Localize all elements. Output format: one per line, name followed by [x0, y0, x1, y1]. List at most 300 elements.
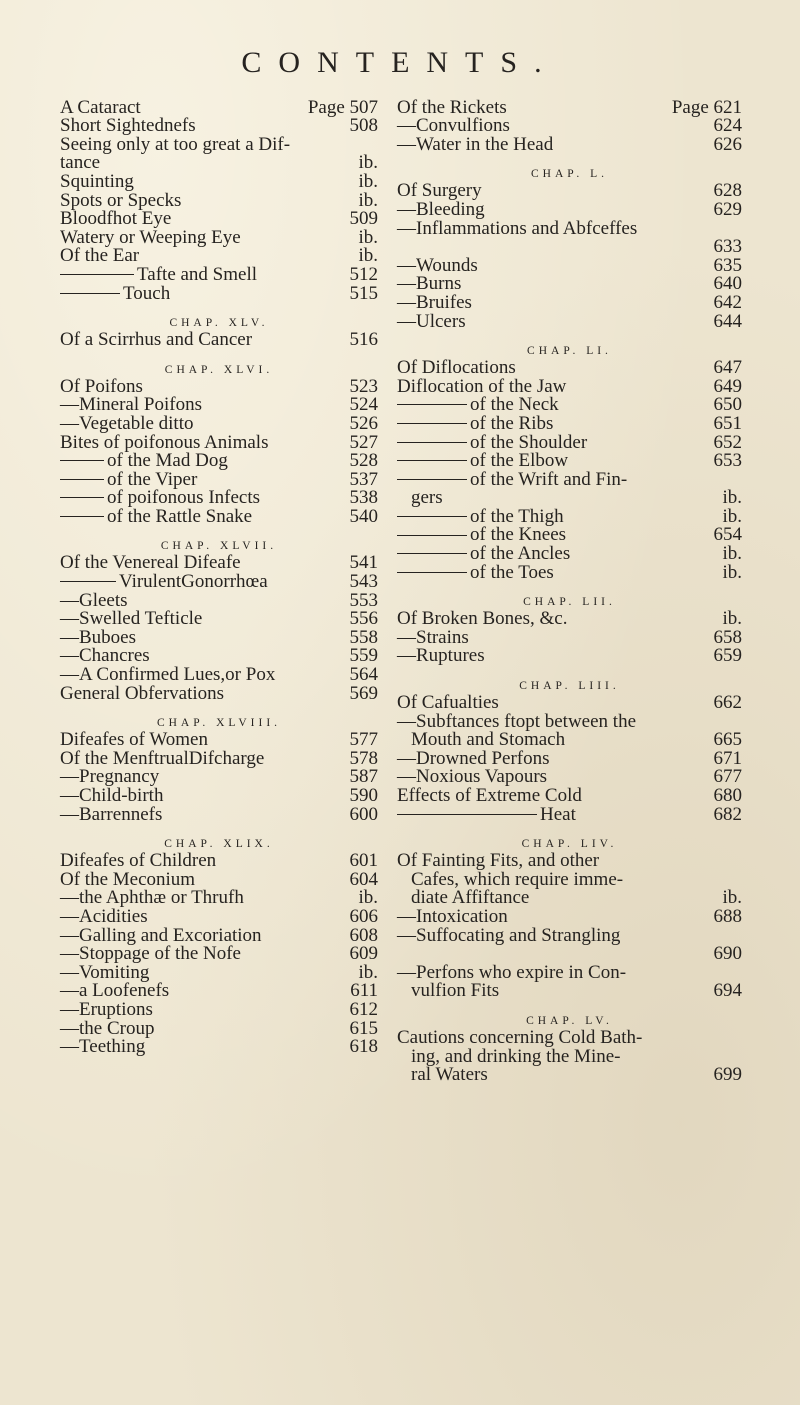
contents-entry — [60, 377, 378, 396]
entry-title — [397, 274, 461, 293]
contents-entry — [60, 433, 378, 452]
entry-title — [60, 749, 264, 768]
entry-page-number: 628 — [713, 180, 742, 202]
entry-page-number: 659 — [713, 645, 742, 667]
entry-title — [397, 433, 587, 452]
entry-page-number: 508 — [349, 115, 378, 137]
contents-entry — [397, 768, 742, 787]
entry-text: —Suffocating and Strangling — [397, 924, 621, 946]
entry-title — [60, 488, 260, 507]
entry-text: Of Broken Bones, &c. — [397, 608, 568, 630]
contents-entry — [397, 452, 742, 471]
entry-title — [397, 525, 566, 544]
chapter-label: CHAP. LI. — [527, 345, 612, 358]
contents-entry — [397, 182, 742, 201]
chapter-label: CHAP. XLVII. — [160, 540, 278, 553]
entry-page-number: 688 — [713, 905, 742, 927]
contents-entry — [397, 238, 742, 257]
entry-title — [60, 470, 197, 489]
contents-entry — [60, 572, 378, 591]
contents-entry — [60, 731, 378, 750]
ditto-rule — [397, 572, 467, 573]
entry-title — [397, 414, 553, 433]
entry-title — [60, 870, 195, 889]
contents-entry — [397, 693, 742, 712]
entry-page-number: 615 — [349, 1017, 378, 1039]
entry-title — [60, 1019, 154, 1038]
contents-entry — [397, 256, 742, 275]
entry-page-number: 624 — [713, 115, 742, 137]
chapter-label: CHAP. XLIX. — [164, 838, 274, 851]
contents-entry — [60, 610, 378, 629]
entry-page-number: 671 — [713, 747, 742, 769]
entry-title — [60, 284, 170, 303]
entry-title — [397, 377, 566, 396]
entry-title — [397, 805, 576, 824]
contents-entry — [60, 210, 378, 229]
contents-entry — [60, 870, 378, 889]
contents-entry — [60, 554, 378, 573]
contents-entry — [397, 359, 742, 378]
contents-entry — [397, 433, 742, 452]
contents-entry — [397, 219, 742, 238]
entry-title — [397, 786, 582, 805]
entry-text: —Gleets — [60, 589, 128, 611]
entry-text: Cafes, which require imme- — [411, 868, 624, 890]
contents-entry — [60, 665, 378, 684]
entry-title — [60, 265, 257, 284]
entry-title — [60, 1000, 153, 1019]
entry-title — [60, 944, 241, 963]
entry-page-number: ib. — [358, 152, 378, 174]
entry-page-number: 526 — [349, 412, 378, 434]
entry-text: —A Confirmed Lues,or Pox — [60, 664, 276, 686]
entry-text: —Burns — [397, 273, 462, 295]
entry-text: diate Affiftance — [411, 887, 530, 909]
entry-text: —Vomiting — [60, 961, 150, 983]
contents-entry — [397, 963, 742, 982]
entry-page-number: 523 — [349, 375, 378, 397]
ditto-rule — [397, 404, 467, 405]
entry-page-number: 651 — [713, 412, 742, 434]
entry-title — [60, 135, 290, 154]
entry-page-number: 608 — [349, 924, 378, 946]
entry-text: tance — [60, 152, 101, 174]
entry-text: —Inflammations and Abfceffes — [397, 217, 638, 239]
ditto-rule — [60, 274, 134, 275]
entry-title — [397, 981, 499, 1000]
contents-entry — [397, 135, 742, 154]
contents-entry — [397, 470, 742, 489]
entry-title — [397, 1047, 621, 1066]
contents-entry — [397, 526, 742, 545]
entry-text: of the Rattle Snake — [107, 505, 253, 527]
entry-title — [397, 712, 636, 731]
contents-entry — [397, 926, 742, 945]
entry-title — [397, 256, 478, 275]
entry-title — [60, 805, 162, 824]
entry-title — [60, 786, 163, 805]
entry-page-number: 558 — [349, 626, 378, 648]
entry-title — [60, 116, 196, 135]
entry-title — [60, 1037, 145, 1056]
contents-entry — [397, 293, 742, 312]
contents-entry — [397, 544, 742, 563]
entry-title — [60, 684, 224, 703]
entry-text: —Bleeding — [397, 198, 485, 220]
contents-entry — [397, 805, 742, 824]
entry-text: Effects of Extreme Cold — [397, 785, 582, 806]
entry-title — [60, 414, 194, 433]
entry-page-number: 682 — [713, 803, 742, 825]
entry-page-number: 559 — [349, 645, 378, 667]
entry-page-number: ib. — [358, 170, 378, 192]
entry-text: ral Waters — [411, 1064, 488, 1086]
contents-entry — [397, 489, 742, 508]
chapter-label: CHAP. L. — [530, 168, 609, 181]
entry-page-number: 515 — [349, 282, 378, 304]
entry-title — [60, 377, 143, 396]
entry-text: —Buboes — [60, 626, 136, 648]
entry-page-number: 662 — [713, 692, 742, 714]
contents-entry — [397, 414, 742, 433]
entry-text: —Drowned Perfons — [397, 747, 550, 769]
entry-page-number: 606 — [349, 905, 378, 927]
entry-text: —Galling and Excoriation — [60, 924, 262, 946]
entry-page-number: 665 — [713, 729, 742, 751]
contents-entry — [397, 628, 742, 647]
entry-text: —Intoxication — [397, 905, 508, 927]
entry-text: General Obfervations — [60, 682, 225, 704]
chapter-label: CHAP. XLVI. — [164, 363, 274, 376]
entry-title — [60, 591, 128, 610]
entry-text: Of the Meconium — [60, 868, 196, 890]
entry-title — [397, 116, 510, 135]
chapter-heading — [60, 824, 378, 852]
contents-entry — [60, 963, 378, 982]
entry-text: Mouth and Stomach — [411, 729, 566, 751]
entry-text: Short Sightednefs — [60, 115, 196, 137]
entry-title — [397, 358, 516, 377]
entry-text: Difeafes of Children — [60, 850, 217, 872]
entry-page-number: 618 — [349, 1036, 378, 1058]
entry-page-number: 543 — [349, 571, 378, 593]
contents-entry — [60, 452, 378, 471]
entry-text: —Noxious Vapours — [397, 766, 548, 788]
entry-page-number: 564 — [349, 664, 378, 686]
entry-title — [397, 563, 554, 582]
entry-title — [397, 609, 567, 628]
entry-text: —Pregnancy — [60, 766, 160, 788]
entry-page-number: ib. — [722, 487, 742, 509]
entry-title — [60, 191, 181, 210]
entry-page-number: 578 — [349, 747, 378, 769]
entry-text: —Chancres — [60, 645, 150, 667]
entry-text: of the Neck — [470, 394, 559, 416]
entry-page-number: 537 — [349, 468, 378, 490]
entry-title — [60, 98, 141, 117]
entry-page-number: 556 — [349, 608, 378, 630]
contents-column-right — [397, 98, 742, 1084]
entry-page-number: 633 — [713, 236, 742, 258]
entry-text: of the Knees — [470, 524, 567, 546]
entry-page-number: 577 — [349, 729, 378, 751]
entry-title — [397, 870, 623, 889]
entry-text: —Subftances ftopt between the — [397, 710, 637, 732]
entry-title — [397, 470, 627, 489]
entry-text: Of Surgery — [397, 180, 482, 202]
entry-title — [397, 907, 508, 926]
entry-page-number: 677 — [713, 766, 742, 788]
entry-page-number: ib. — [722, 887, 742, 909]
entry-page-number: 527 — [349, 431, 378, 453]
entry-text: —Child-birth — [60, 785, 164, 806]
contents-entry — [60, 628, 378, 647]
chapter-label: CHAP. LIII. — [519, 679, 620, 692]
entry-page-number: 541 — [349, 552, 378, 574]
entry-page-number: 650 — [713, 394, 742, 416]
chapter-heading — [60, 303, 378, 331]
entry-title — [60, 767, 159, 786]
contents-entry — [397, 98, 742, 117]
entry-title — [60, 907, 148, 926]
entry-text: ing, and drinking the Mine- — [411, 1045, 621, 1067]
entry-page-number: Page 621 — [671, 96, 742, 118]
entry-page-number: 635 — [713, 254, 742, 276]
contents-column-left — [60, 98, 378, 1056]
entry-text: of the Viper — [107, 468, 198, 490]
entry-text: Spots or Specks — [60, 189, 182, 211]
contents-entry — [397, 731, 742, 750]
contents-entry — [60, 507, 378, 526]
entry-title — [60, 246, 139, 265]
contents-entry — [397, 507, 742, 526]
entry-text: —Vegetable ditto — [60, 412, 194, 434]
entry-text: Of a Scirrhus and Cancer — [60, 329, 253, 351]
entry-page-number: 652 — [713, 431, 742, 453]
entry-page-number: 540 — [349, 505, 378, 527]
entry-text: gers — [411, 487, 443, 509]
contents-entry — [60, 907, 378, 926]
entry-title — [397, 200, 485, 219]
entry-title — [60, 553, 241, 572]
ditto-rule — [397, 423, 467, 424]
contents-entry — [60, 228, 378, 247]
entry-text: —Barrennefs — [60, 803, 163, 825]
entry-title — [60, 851, 216, 870]
entry-text: —Wounds — [397, 254, 478, 276]
contents-entry — [60, 852, 378, 871]
entry-text: of the Elbow — [470, 450, 569, 472]
entry-text: Of the MenftrualDifcharge — [60, 747, 265, 769]
entry-text: of the Thigh — [470, 505, 564, 527]
entry-text: Of the Ear — [60, 245, 140, 267]
ditto-rule — [397, 460, 467, 461]
entry-title — [397, 888, 529, 907]
entry-page-number: 612 — [349, 998, 378, 1020]
contents-entry — [60, 889, 378, 908]
chapter-heading — [397, 1000, 742, 1028]
entry-page-number: 528 — [349, 450, 378, 472]
entry-title — [60, 963, 149, 982]
entry-title — [60, 646, 150, 665]
entry-page-number: 642 — [713, 291, 742, 313]
entry-text: —Swelled Tefticle — [60, 608, 203, 630]
entry-page-number: ib. — [358, 245, 378, 267]
entry-page-number: 509 — [349, 208, 378, 230]
entry-title — [60, 153, 100, 172]
contents-entry — [60, 768, 378, 787]
contents-entry — [60, 1000, 378, 1019]
entry-page-number: 629 — [713, 198, 742, 220]
entry-text: —Bruifes — [397, 291, 472, 313]
contents-entry — [60, 191, 378, 210]
entry-title — [397, 219, 637, 238]
entry-text: —Ruptures — [397, 645, 485, 667]
entry-page-number: Page 507 — [307, 96, 378, 118]
ditto-rule — [60, 293, 120, 294]
contents-entry — [397, 749, 742, 768]
entry-text: of the Ancles — [470, 543, 571, 565]
entry-title — [397, 293, 472, 312]
contents-entry — [397, 945, 742, 964]
contents-entry — [397, 117, 742, 136]
contents-entry — [60, 265, 378, 284]
entry-title — [397, 181, 482, 200]
entry-title — [397, 98, 507, 117]
entry-title — [60, 209, 171, 228]
entry-title — [397, 312, 466, 331]
entry-text: Heat — [540, 803, 576, 825]
entry-text: of the Toes — [470, 561, 554, 583]
entry-text: of the Wrift and Fin- — [470, 468, 628, 490]
entry-text: Watery or Weeping Eye — [60, 226, 241, 248]
entry-title — [60, 888, 244, 907]
entry-page-number: ib. — [358, 887, 378, 909]
ditto-rule — [60, 479, 104, 480]
entry-text: A Cataract — [60, 96, 141, 118]
entry-text: Of the Venereal Difeafe — [60, 552, 241, 574]
entry-title — [60, 628, 136, 647]
entry-page-number: 516 — [349, 329, 378, 351]
entry-page-number: 524 — [349, 394, 378, 416]
entry-title — [397, 1028, 642, 1047]
contents-entry — [397, 712, 742, 731]
contents-entry — [397, 200, 742, 219]
entry-text: —Eruptions — [60, 998, 153, 1020]
entry-title — [397, 767, 547, 786]
contents-entry — [397, 563, 742, 582]
entry-text: Bloodfhot Eye — [60, 208, 172, 230]
entry-page-number: ib. — [358, 961, 378, 983]
entry-text: —Strains — [397, 626, 469, 648]
contents-entry — [60, 331, 378, 350]
entry-page-number: 658 — [713, 626, 742, 648]
contents-entry — [397, 1028, 742, 1047]
entry-text: —Teething — [60, 1036, 146, 1058]
contents-entry — [397, 907, 742, 926]
contents-entry — [60, 489, 378, 508]
entry-page-number: 647 — [713, 357, 742, 379]
entry-title — [397, 451, 568, 470]
entry-page-number: 653 — [713, 450, 742, 472]
entry-page-number: ib. — [722, 608, 742, 630]
entry-title — [60, 433, 268, 452]
entry-page-number: 611 — [350, 980, 378, 1002]
contents-entry — [60, 926, 378, 945]
entry-text: VirulentGonorrhœa — [119, 571, 268, 593]
entry-page-number: 604 — [349, 868, 378, 890]
contents-entry — [60, 647, 378, 666]
contents-entry — [60, 247, 378, 266]
entry-text: Of Diflocations — [397, 357, 516, 379]
entry-title — [60, 507, 252, 526]
entry-title — [60, 981, 169, 1000]
entry-page-number: 654 — [713, 524, 742, 546]
entry-text: of the Shoulder — [470, 431, 588, 453]
ditto-rule — [60, 460, 104, 461]
contents-entry — [60, 684, 378, 703]
entry-title — [397, 851, 599, 870]
contents-entry — [397, 889, 742, 908]
entry-title — [397, 544, 570, 563]
contents-entry — [60, 1019, 378, 1038]
entry-page-number: 649 — [713, 375, 742, 397]
entry-page-number: 590 — [349, 785, 378, 806]
ditto-rule — [60, 497, 104, 498]
entry-text: Cautions concerning Cold Bath- — [397, 1026, 643, 1048]
chapter-label: CHAP. XLVIII. — [156, 717, 282, 730]
entry-title — [397, 926, 620, 945]
entry-text: —Ulcers — [397, 310, 466, 332]
page-heading: CONTENTS. — [241, 46, 559, 79]
chapter-heading — [60, 526, 378, 554]
entry-page-number: ib. — [722, 561, 742, 583]
entry-text: Seeing only at too great a Dif- — [60, 133, 291, 155]
entry-page-number: 601 — [349, 850, 378, 872]
entry-title — [60, 451, 228, 470]
entry-text: of poifonous Infects — [107, 487, 261, 509]
contents-entry — [60, 154, 378, 173]
entry-text: Difeafes of Women — [60, 729, 208, 751]
contents-entry — [397, 396, 742, 415]
chapter-heading — [60, 703, 378, 731]
entry-text: —the Aphthæ or Thrufh — [60, 887, 244, 909]
contents-entry — [397, 647, 742, 666]
entry-text: —Water in the Head — [397, 133, 554, 155]
entry-page-number: 644 — [713, 310, 742, 332]
entry-text: —Perfons who expire in Con- — [397, 961, 627, 983]
contents-entry — [397, 852, 742, 871]
entry-text: —Stoppage of the Nofe — [60, 943, 241, 965]
ditto-rule — [397, 442, 467, 443]
entry-text: of the Ribs — [470, 412, 554, 434]
entry-text: —Mineral Poifons — [60, 394, 202, 416]
entry-page-number: ib. — [358, 226, 378, 248]
contents-entry — [60, 786, 378, 805]
entry-title — [397, 135, 553, 154]
entry-page-number: ib. — [722, 543, 742, 565]
entry-title — [397, 963, 626, 982]
entry-text: Bites of poifonous Animals — [60, 431, 269, 453]
entry-page-number: 587 — [349, 766, 378, 788]
contents-entry — [397, 1066, 742, 1085]
entry-title — [60, 395, 202, 414]
entry-page-number: ib. — [358, 189, 378, 211]
contents-entry — [397, 786, 742, 805]
entry-text: Diflocation of the Jaw — [397, 375, 567, 397]
contents-entry — [60, 1038, 378, 1057]
